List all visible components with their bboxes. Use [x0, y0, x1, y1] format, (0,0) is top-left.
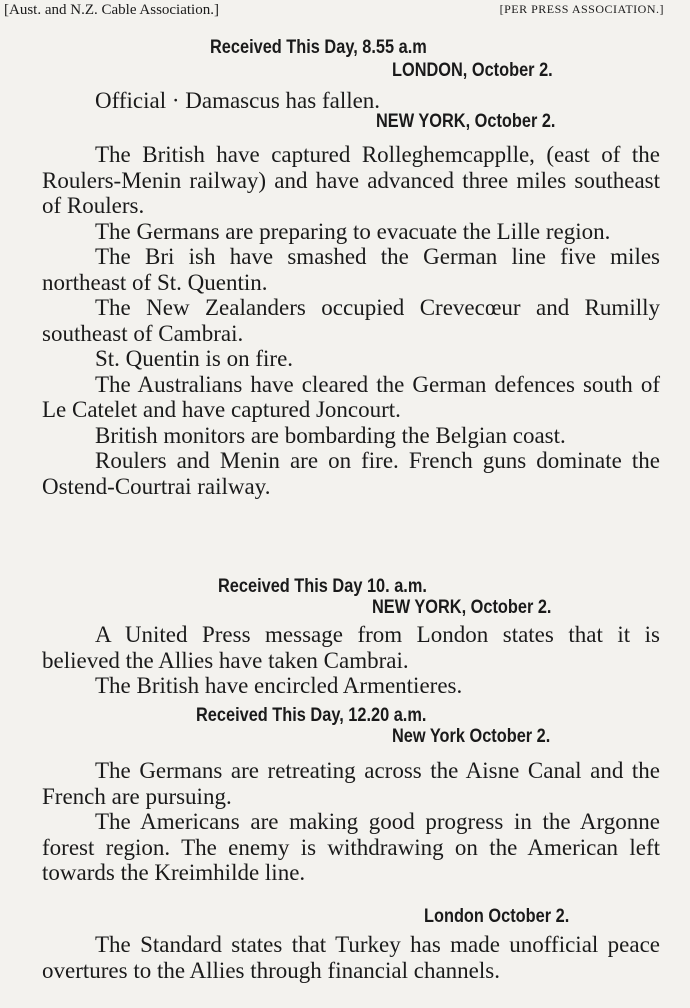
received-heading-1: Received This Day, 8.55 a.m: [210, 37, 427, 58]
received-heading-2: Received This Day 10. a.m.: [218, 576, 427, 597]
paragraph: British monitors are bombarding the Belgian coast.: [95, 422, 566, 448]
paragraph: The British have encircled Armentieres.: [95, 673, 463, 698]
received-heading-3: Received This Day, 12.20 a.m.: [196, 705, 427, 726]
paragraph: The Standard states that Turkey has made unofficial peace overtures to the Allies through financial channels.: [42, 932, 660, 983]
press-association-credit: [PER PRESS ASSOCIATION.]: [499, 2, 664, 16]
dateline-new-york-3: New York October 2.: [392, 726, 551, 747]
paragraph: Official · Damascus has fallen.: [95, 88, 381, 113]
paragraph: St. Quentin is on fire.: [95, 346, 294, 371]
dateline-london-2: London October 2.: [424, 906, 570, 927]
section-cambrai: [42, 622, 660, 699]
paragraph: Roulers and Menin are on fire. French guns dominate the Ostend-Courtrai railway.: [42, 448, 660, 499]
section-aisne-argonne: [42, 758, 660, 886]
paragraph: A United Press message from London states that it is believed the Allies have taken Cambrai.: [42, 622, 660, 673]
cable-association-credit: [Aust. and N.Z. Cable Association.]: [4, 2, 219, 18]
section-turkey: [42, 932, 660, 983]
paragraph: The Germans are retreating across the Aisne Canal and the French are pursuing.: [42, 758, 660, 809]
paragraph: The Bri ish have smashed the German line five miles northeast of St. Quentin.: [42, 244, 660, 295]
dateline-new-york-1: NEW YORK, October 2.: [376, 111, 556, 132]
paragraph: The British have captured Rolleghemcapplle, (east of the Roulers-Menin railway) and have advanced three miles southeast of Roulers.: [42, 142, 660, 218]
paragraph: The New Zealanders occupied Crevecœur and Rumilly southeast of Cambrai.: [42, 295, 660, 346]
paragraph: The Americans are making good progress in the Argonne forest region. The enemy is withdrawing on the American left towards the Kreimhilde line.: [42, 809, 660, 885]
section-damascus: [42, 88, 660, 114]
section-western-front: [42, 142, 660, 499]
paragraph: The Australians have cleared the German defences south of Le Catelet and have captured Joncourt.: [42, 371, 660, 422]
dateline-london-1: LONDON, October 2.: [392, 60, 553, 81]
paragraph: The Germans are preparing to evacuate the Lille region.: [95, 218, 611, 244]
dateline-new-york-2: NEW YORK, October 2.: [372, 597, 552, 618]
